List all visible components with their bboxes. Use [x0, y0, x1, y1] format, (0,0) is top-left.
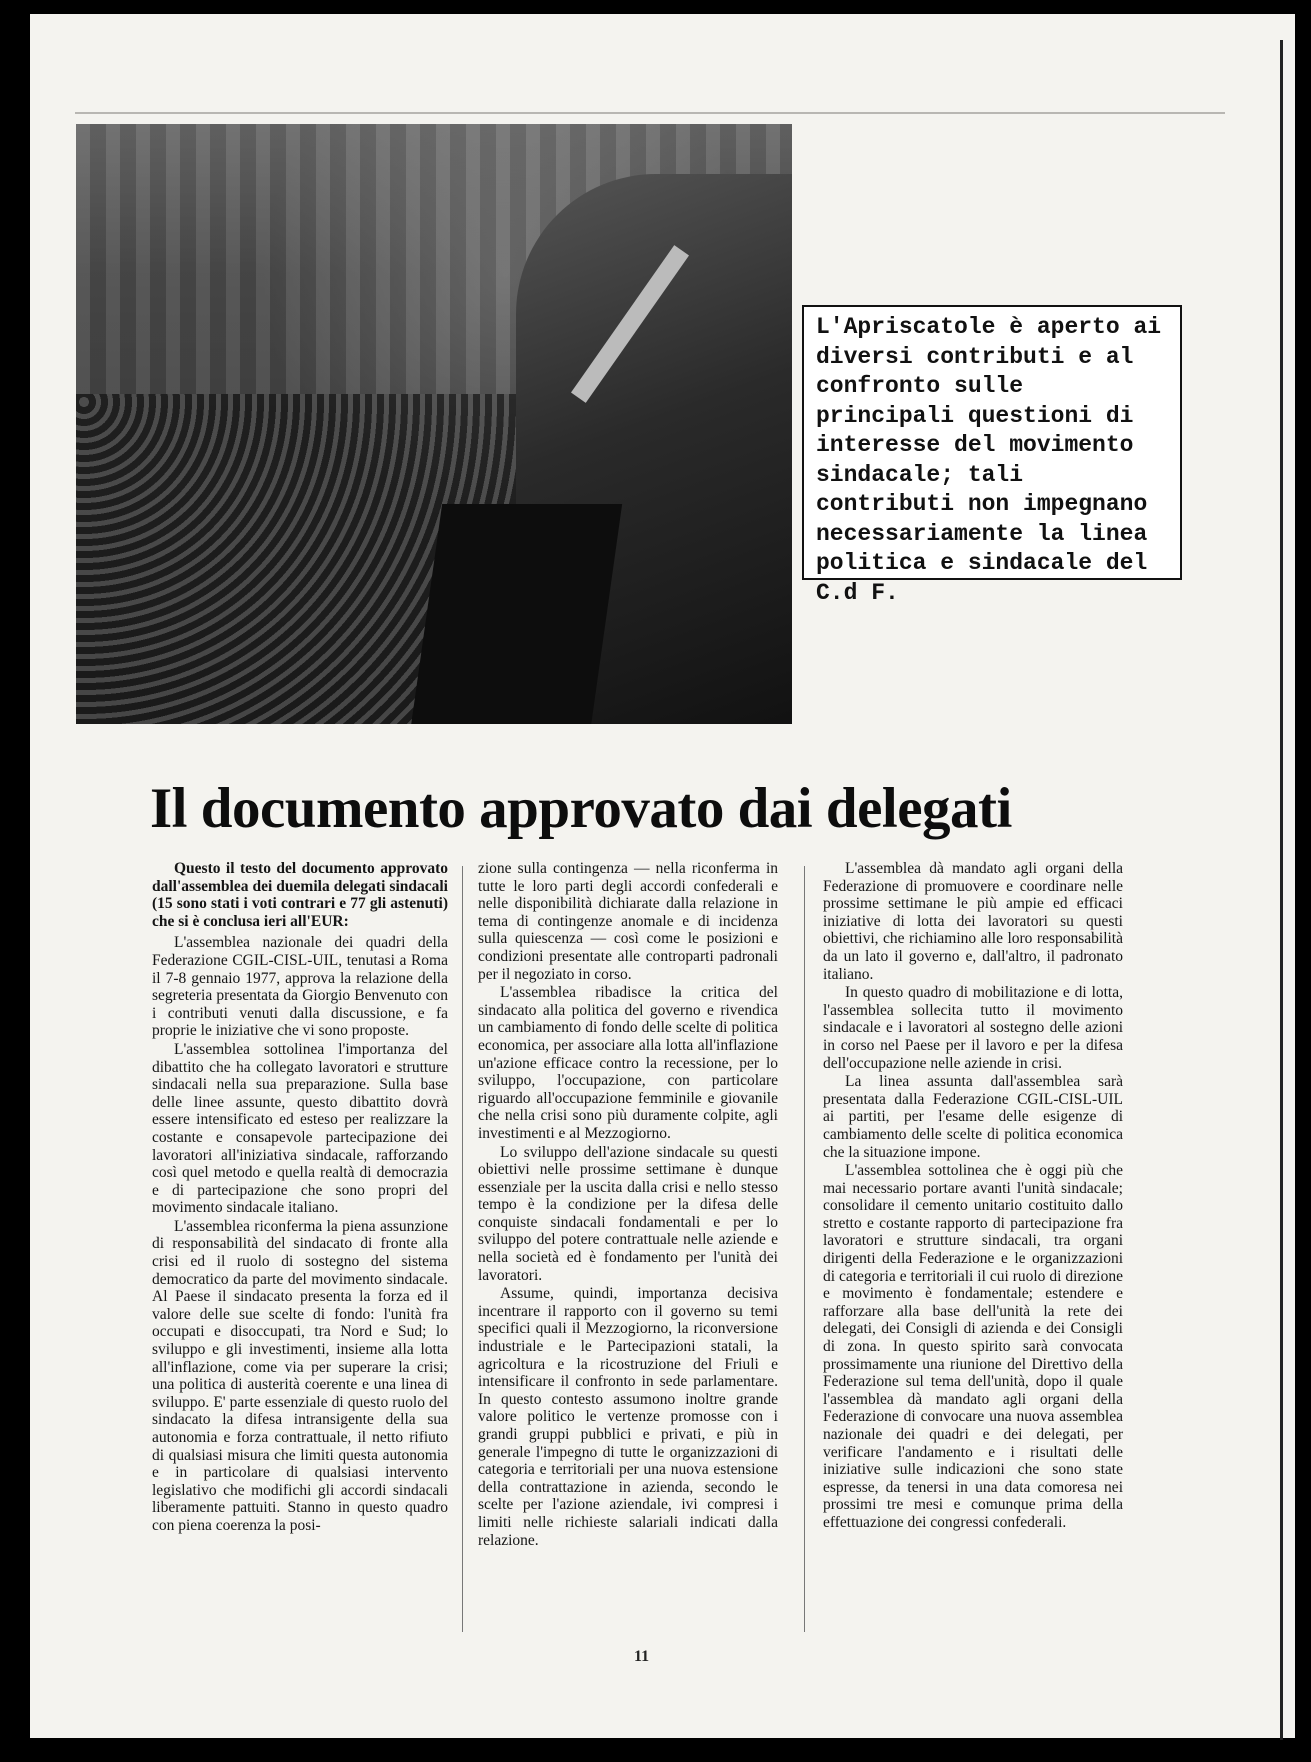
paragraph: L'assemblea ribadisce la critica del sindacato alla politica del governo e rivendica un cambiamento di fondo delle scelte di politica economica, per associare alla lotta all'inflazione un'azione efficace contro la recessione, per lo sviluppo, l'occupazione, con particolare riguardo all'occupazione femminile e giovanile che nella crisi sono più duramente colpite, agli investimenti e al Mezzogiorno.	[478, 984, 778, 1142]
page-number: 11	[634, 1648, 650, 1665]
paragraph: L'assemblea riconferma la piena assunzione di responsabilità del sindacato di fronte alla crisi ed il ruolo di sostegno del sistema democratico da parte del movimento sindacale. Al Paese il sindacato presenta la forza ed il valore delle sue scelte di fondo: l'unità fra occupati e disoccupati, tra Nord e Sud; lo sviluppo e gli investimenti, insieme alla lotta all'inflazione, come via per superare la crisi; una politica di austerità coerente e una linea di sviluppo. E' parte essenziale di questo ruolo del sindacato la difesa intransigente della sua autonomia e forza contrattuale, il netto rifiuto di qualsiasi misura che limiti questa autonomia e in particolare di qualsiasi intervento legislativo che modifichi gli accordi sindacali liberamente pattuiti. Stanno in questo quadro con piena coerenza la posi-	[152, 1217, 448, 1534]
paragraph: L'assemblea dà mandato agli organi della Federazione di promuovere e coordinare nelle prossime settimane le più ampie ed efficaci iniziative di lotta dei lavoratori su questi obiettivi, che richiamino alle loro responsabilità da un lato il governo e, dall'altro, il padronato italiano.	[823, 860, 1123, 983]
paragraph: L'assemblea nazionale dei quadri della Federazione CGIL-CISL-UIL, tenutasi a Roma il 7-8 gennaio 1977, approva la relazione della segreteria presentata da Giorgio Benvenuto con i contributi venuti dalla discussione, e fa proprie le iniziative che vi sono proposte.	[152, 934, 448, 1040]
paragraph: zione sulla contingenza — nella riconferma in tutte le loro parti degli accordi confederali e nelle disponibilità dichiarate dalla relazione in tema di contingenze anomale e di incidenza sulla quiescenza — così come le posizioni e condizioni presentate alle controparti padronali per il negoziato in corso.	[478, 860, 778, 983]
top-rule	[75, 112, 1225, 114]
editorial-disclaimer-box	[802, 305, 1182, 606]
article-column-3	[823, 860, 1123, 1533]
paragraph: L'assemblea sottolinea l'importanza del dibattito che ha collegato lavoratori e strutture sindacali nella sua preparazione. Sulla base delle linee assunte, questo dibattito dovrà essere intensificato ed esteso per realizzare la costante e consapevole partecipazione dei lavoratori all'iniziativa sindacale, rafforzando così quel metodo e quella realtà di democrazia e di partecipazione che sono propri del movimento sindacale italiano.	[152, 1040, 448, 1217]
paragraph: L'assemblea sottolinea che è oggi più che mai necessario portare avanti l'unità sindacale; consolidare il cemento unitario costituito dallo stretto e costante rapporto di partecipazione fra lavoratori e strutture sindacali, tra organi dirigenti della Federazione e le organizzazioni di categoria e territoriali il cui ruolo di direzione e movimento è fondamentale; estendere e rafforzare alla base dell'unità la rete dei delegati, dei Consigli di azienda e dei Consigli di zona. In questo spirito sarà convocata prossimamente una riunione del Direttivo della Federazione sul tema dell'unità, dopo il quale l'assemblea dà mandato agli organi della Federazione di convocare una nuova assemblea nazionale dei quadri e dei delegati, per verificare l'andamento e i risultati delle iniziative sulle indicazioni che sono state espresse, da tenersi in una data comoresa nei prossimi tre mesi e comunque prima della effettuazione dei congressi confederali.	[823, 1162, 1123, 1531]
newspaper-page	[30, 14, 1295, 1738]
column-divider	[804, 866, 805, 1632]
article-headline: Il documento approvato dai delegati	[150, 777, 1012, 840]
article-lead: Questo il testo del documento approvato dall'assemblea dei duemila delegati sindacali (15 sono stati i voti contrari e 77 gli astenuti) che si è conclusa ieri all'EUR:	[152, 860, 448, 930]
editorial-disclaimer-text: L'Apriscatole è aperto ai diversi contributi e al confronto sulle principali questioni di interesse del movimento sindacale; tali contributi non impegnano necessariamente la linea politica e sindacale del C.d F.	[816, 314, 1162, 606]
page-edge	[1280, 40, 1283, 1740]
column-divider	[462, 866, 463, 1632]
paragraph: In questo quadro di mobilitazione e di lotta, l'assemblea sollecita tutto il movimento sindacale e i lavoratori al sostegno delle azioni in corso nel Paese per il lavoro e per la difesa dell'occupazione nelle aziende in crisi.	[823, 984, 1123, 1072]
paragraph: Assume, quindi, importanza decisiva incentrare il rapporto con il governo su temi specifici quali il Mezzogiorno, la riconversione industriale e le Partecipazioni statali, la agricoltura e la ricostruzione del Friuli e intensificare il confronto in sede parlamentare. In questo contesto assumono inoltre grande valore politico le vertenze promosse con i grandi gruppi pubblici e privati, e più in generale l'impegno di tutte le organizzazioni di categoria e territoriali per una nuova estensione della contrattazione in azienda, secondo le scelte per l'azione aziendale, ivi compresi i limiti nelle richieste salariali indicati dalla relazione.	[478, 1285, 778, 1549]
article-column-1	[152, 860, 448, 1536]
paragraph: Lo sviluppo dell'azione sindacale su questi obiettivi nelle prossime settimane è dunque essenziale per la uscita dalla crisi e nello stesso tempo è la condizione per la difesa delle conquiste sindacali fondamentali e per lo sviluppo del potere contrattuale nelle aziende e nella società ed è fondamento per l'unità dei lavoratori.	[478, 1143, 778, 1284]
article-column-2	[478, 860, 778, 1550]
rally-photo	[76, 124, 792, 724]
paragraph: La linea assunta dall'assemblea sarà presentata dalla Federazione CGIL-CISL-UIL ai partiti, per l'esame delle esigenze di cambiamento delle scelte di politica economica che la situazione impone.	[823, 1073, 1123, 1161]
photo-podium	[410, 504, 622, 724]
